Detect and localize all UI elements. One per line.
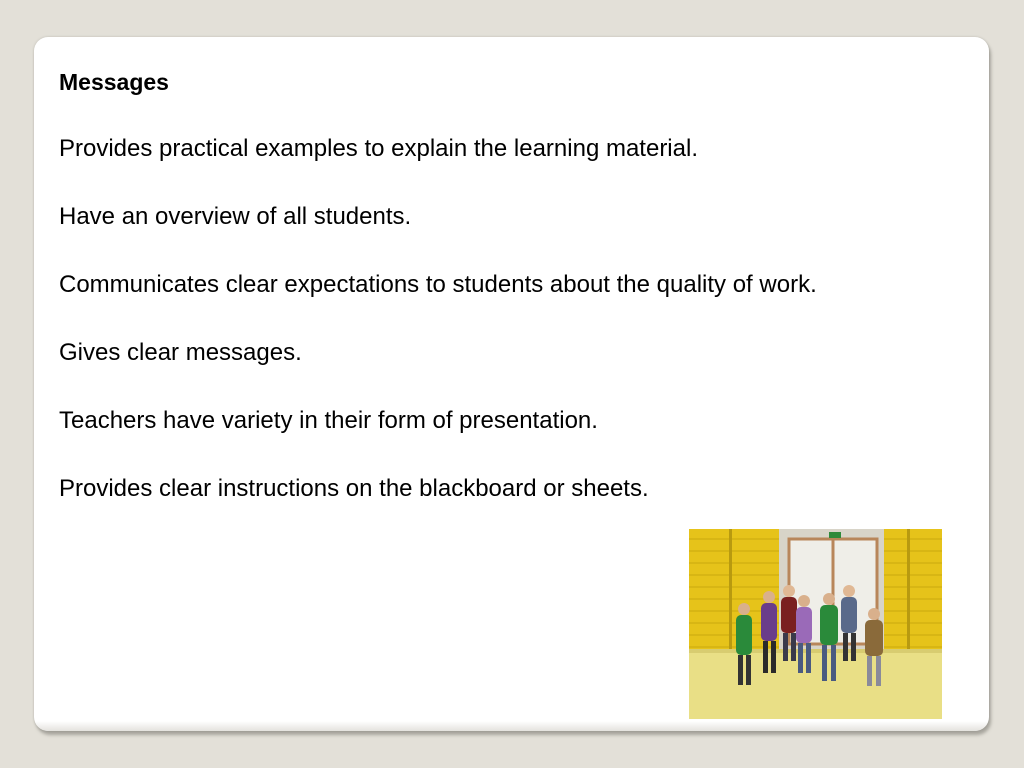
group-of-students-photo — [689, 529, 942, 719]
list-item: Gives clear messages. — [59, 339, 302, 366]
list-item: Provides practical examples to explain the learning material. — [59, 135, 698, 162]
slide-title: Messages — [59, 69, 169, 95]
list-item: Communicates clear expectations to students about the quality of work. — [59, 271, 817, 298]
slide-card — [34, 37, 989, 731]
list-item: Provides clear instructions on the blackboard or sheets. — [59, 475, 649, 502]
list-item: Have an overview of all students. — [59, 203, 412, 230]
bullet-list — [59, 135, 817, 543]
list-item: Teachers have variety in their form of presentation. — [59, 407, 598, 434]
